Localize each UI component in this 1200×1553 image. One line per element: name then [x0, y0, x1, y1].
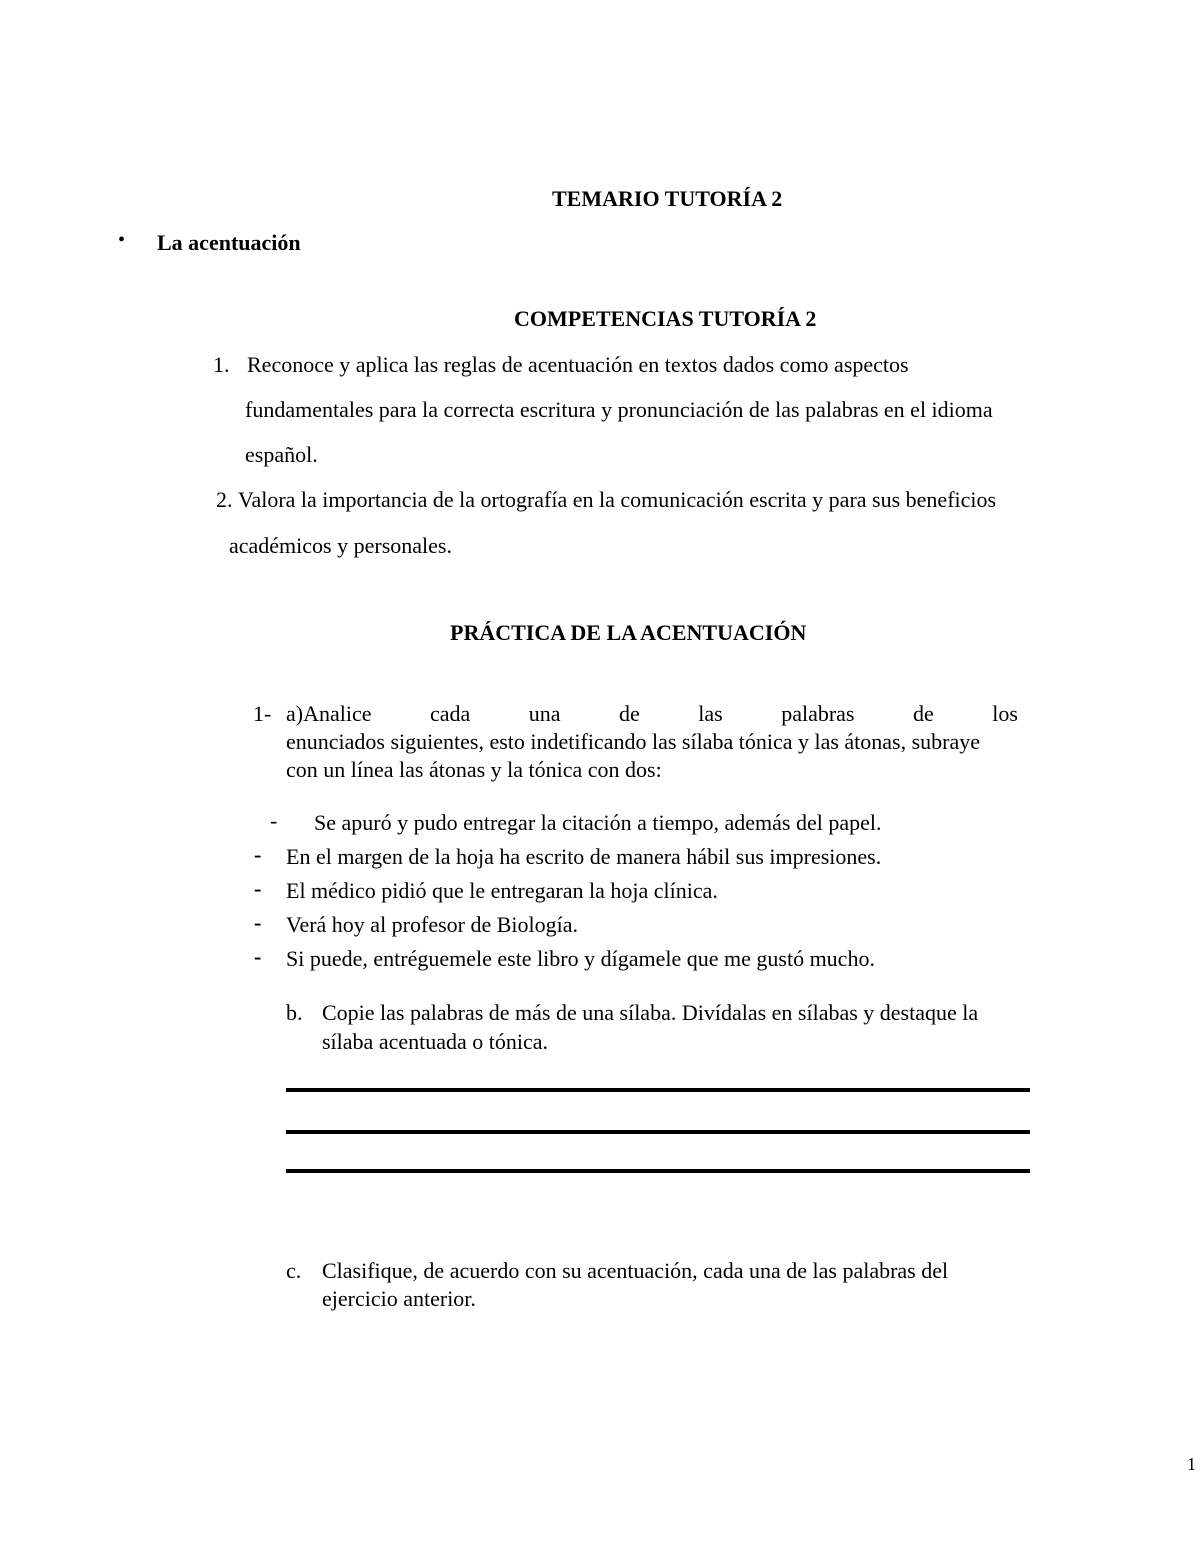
- practica-title: PRÁCTICA DE LA ACENTUACIÓN: [450, 620, 807, 645]
- sentence-item: Verá hoy al profesor de Biología.: [286, 912, 579, 937]
- part-a-line: enunciados siguientes, esto indetificando las sílaba tónica y las átonas, subraye: [286, 729, 981, 754]
- part-b-label: b.: [286, 1000, 303, 1025]
- word: a)Analice: [286, 701, 372, 726]
- part-a-line: con un línea las átonas y la tónica con dos:: [286, 757, 662, 782]
- competencia-line: académicos y personales.: [229, 533, 452, 558]
- part-c-line: Clasifique, de acuerdo con su acentuación, cada una de las palabras del: [322, 1258, 949, 1283]
- bullet-icon: •: [118, 229, 126, 251]
- list-dash: ‑: [254, 910, 262, 935]
- competencia-number: 1.: [213, 352, 230, 377]
- sentence-item: El médico pidió que le entregaran la hoja clínica.: [286, 878, 718, 903]
- word: los: [992, 701, 1018, 726]
- sentence-item: Se apuró y pudo entregar la citación a tiempo, además del papel.: [314, 810, 882, 835]
- competencia-line: Reconoce y aplica las reglas de acentuación en textos dados como aspectos: [247, 352, 909, 377]
- part-c-label: c.: [286, 1258, 302, 1283]
- competencia-number: 2.: [216, 487, 233, 512]
- word: de: [912, 701, 934, 726]
- exercise-number: 1-: [253, 701, 272, 726]
- part-a-first-line: [286, 699, 1018, 729]
- part-c-line: ejercicio anterior.: [322, 1286, 476, 1311]
- answer-line: [286, 1130, 1030, 1134]
- competencia-line: fundamentales para la correcta escritura y pronunciación de las palabras en el idioma: [245, 397, 993, 422]
- word: cada: [429, 701, 471, 726]
- topic-heading: La acentuación: [157, 230, 301, 255]
- list-dash: ‑: [254, 944, 262, 969]
- competencia-line: español.: [245, 442, 318, 467]
- page-number: 1: [1187, 1454, 1196, 1474]
- word: palabras: [781, 701, 855, 726]
- part-b-line: Copie las palabras de más de una sílaba. Divídalas en sílabas y destaque la: [322, 1000, 979, 1025]
- answer-line: [286, 1088, 1030, 1092]
- list-dash: ‑: [254, 842, 262, 867]
- sentence-item: Si puede, entréguemele este libro y dígamele que me gustó mucho.: [286, 946, 875, 971]
- page-title: TEMARIO TUTORÍA 2: [552, 186, 783, 211]
- sentence-item: En el margen de la hoja ha escrito de manera hábil sus impresiones.: [286, 844, 882, 869]
- word: de: [619, 701, 640, 726]
- word: las: [698, 701, 723, 726]
- competencias-title: COMPETENCIAS TUTORÍA 2: [514, 306, 817, 331]
- answer-line: [286, 1169, 1030, 1173]
- competencia-line: Valora la importancia de la ortografía en la comunicación escrita y para sus beneficios: [238, 487, 997, 512]
- word: una: [528, 701, 561, 726]
- list-dash: ‑: [254, 876, 262, 901]
- part-b-line: sílaba acentuada o tónica.: [322, 1029, 549, 1054]
- list-dash: -: [270, 808, 278, 833]
